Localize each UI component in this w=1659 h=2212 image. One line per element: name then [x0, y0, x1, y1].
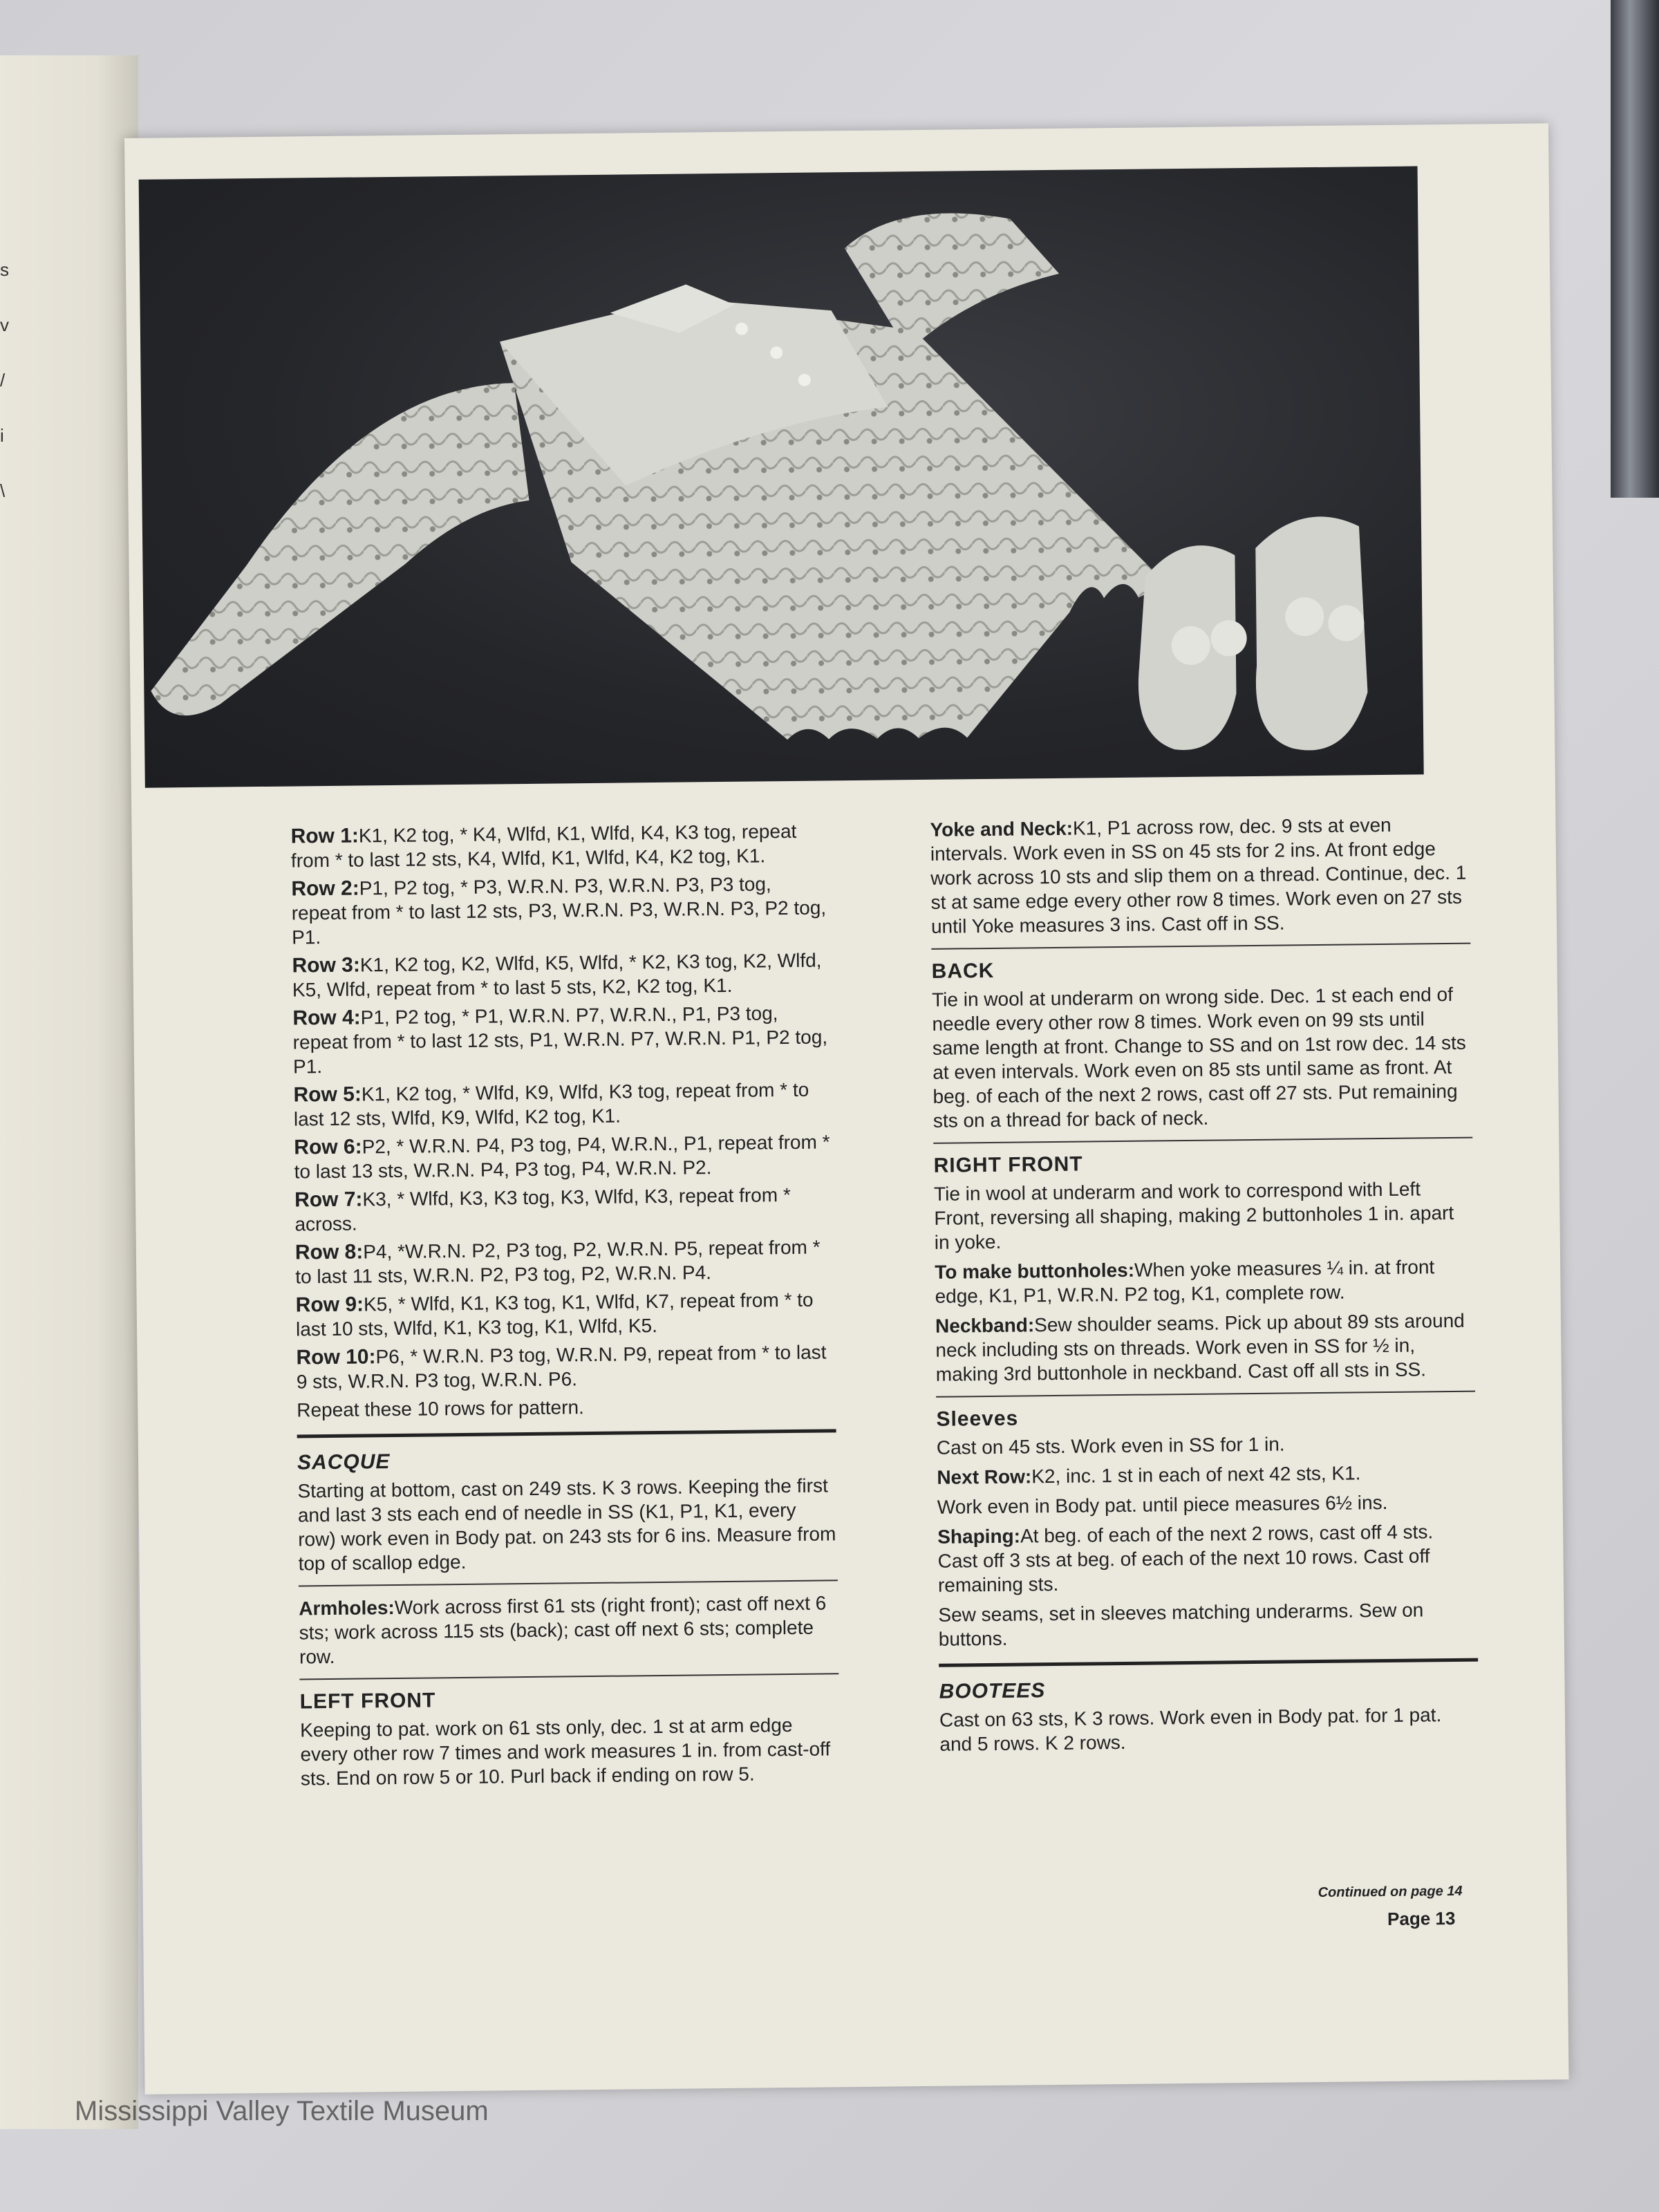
shaping-label: Shaping:	[937, 1525, 1021, 1548]
sleeve-left	[148, 383, 532, 716]
row-label: Row 4:	[292, 1006, 361, 1030]
museum-watermark: Mississippi Valley Textile Museum	[75, 2096, 489, 2126]
armholes-paragraph	[299, 1591, 838, 1669]
neckband-label: Neckband:	[935, 1314, 1035, 1337]
right-front-title: RIGHT FRONT	[933, 1152, 1083, 1177]
buttonholes-paragraph	[935, 1255, 1474, 1309]
divider	[936, 1391, 1475, 1398]
row-label: Row 5:	[293, 1082, 362, 1107]
left-front-text: Keeping to pat. work on 61 sts only, dec. 1 st at arm edge every other row 7 times and work measures 1 in. from cast-off sts. End on row 5 or 10. Purl back if ending on row 5.	[299, 1714, 831, 1790]
row-text: P2, * W.R.N. P4, P3 tog, P4, W.R.N., P1, repeat from * to last 13 sts, W.R.N. P4, P3 tog, P4, W.R.N. P2.	[294, 1131, 830, 1183]
next-row-text: K2, inc. 1 st in each of next 42 sts, K1.	[1031, 1462, 1361, 1488]
page-number: Page 13	[1387, 1907, 1456, 1930]
pattern-row-10	[296, 1340, 836, 1394]
armholes-text: Work across first 61 sts (right front); cast off next 6 sts; work across 115 sts (back); cast off next 6 sts; complete row.	[299, 1592, 827, 1668]
yoke-text: K1, P1 across row, dec. 9 sts at even intervals. Work even in SS on 45 sts for 2 ins. At front edge work across 10 sts and slip them on a thread. Continue, dec. 1 st at same edge every other row 8 times. Work even on 27 sts until Yoke measures 3 ins. Cast off in SS.	[930, 814, 1467, 937]
fragment: \	[0, 480, 6, 501]
pattern-row-5	[293, 1077, 833, 1131]
fragment: v	[0, 315, 9, 335]
sleeves-cast-on: Cast on 45 sts. Work even in SS for 1 in.	[936, 1433, 1285, 1459]
left-facing-page	[0, 55, 138, 2129]
row-text: K5, * Wlfd, K1, K3 tog, K1, Wlfd, K7, repeat from * to last 10 sts, Wlfd, K1, K3 tog, K1, Wlfd, K5.	[295, 1288, 814, 1340]
sacque-title: SACQUE	[297, 1450, 391, 1474]
shaping-text: At beg. of each of the next 2 rows, cast off 4 sts. Cast off 3 sts at beg. of each of the next 10 rows. Cast off remaining sts.	[937, 1521, 1434, 1596]
sacque-and-bootees-illustration	[139, 166, 1424, 787]
divider	[299, 1673, 838, 1680]
row-text: P4, *W.R.N. P2, P3 tog, P2, W.R.N. P5, repeat from * to last 11 sts, W.R.N. P2, P3 tog, P2, W.R.N. P4.	[295, 1236, 821, 1288]
row-text: P1, P2 tog, * P1, W.R.N. P7, W.R.N., P1, P3 tog, repeat from * to last 12 sts, P1, W.R.N. P7, W.R.N. P1, P2 tog, P1.	[292, 1002, 828, 1078]
pattern-row-2	[291, 871, 831, 949]
product-photo	[139, 166, 1424, 787]
fragment: i	[0, 425, 4, 446]
row-label: Row 6:	[294, 1135, 362, 1159]
repeat-note: Repeat these 10 rows for pattern.	[297, 1396, 584, 1421]
shaping-paragraph	[937, 1519, 1477, 1597]
left-front-title: LEFT FRONT	[299, 1689, 436, 1714]
left-column	[290, 818, 840, 1796]
row-label: Row 7:	[294, 1188, 363, 1212]
row-text: P1, P2 tog, * P3, W.R.N. P3, W.R.N. P3, P3 tog, repeat from * to last 12 sts, P3, W.R.N. P3, W.R.N. P3, P2 tog, P1.	[291, 873, 827, 948]
sleeves-body-pat: Work even in Body pat. until piece measures 6½ ins.	[937, 1491, 1388, 1518]
left-page-text-fragments	[0, 242, 9, 518]
row-label: Row 10:	[296, 1345, 376, 1369]
row-text: K1, K2 tog, * Wlfd, K9, Wlfd, K3 tog, repeat from * to last 12 sts, Wlfd, K9, Wlfd, K2 tog, K1.	[293, 1078, 809, 1130]
pattern-row-6	[294, 1130, 834, 1183]
fragment: s	[0, 259, 9, 280]
right-front-text: Tie in wool at underarm and work to correspond with Left Front, reversing all shaping, making 2 buttonholes 1 in. apart in yoke.	[933, 1178, 1454, 1253]
section-divider	[939, 1658, 1478, 1667]
continued-note: Continued on page 14	[1318, 1883, 1463, 1901]
pattern-row-3	[292, 948, 832, 1002]
back-text: Tie in wool at underarm on wrong side. Dec. 1 st each end of needle every other row 8 times. Work even on 99 sts until same length at front. Change to SS and on 1st row dec. 14 sts at even intervals. Work even on 85 sts until same as front. At beg. of each of the next 2 rows, cast off 27 sts. Put remaining sts on a thread for back of neck.	[931, 983, 1466, 1132]
yoke-paragraph	[930, 812, 1470, 939]
divider	[931, 943, 1470, 950]
next-row-label: Next Row:	[937, 1465, 1032, 1488]
pattern-row-4	[292, 1000, 832, 1078]
binder-edge	[1611, 0, 1659, 498]
neckband-paragraph	[935, 1309, 1475, 1387]
right-column	[930, 812, 1479, 1762]
sleeves-title: Sleeves	[936, 1407, 1019, 1431]
bootees-title: BOOTEES	[939, 1679, 1046, 1703]
row-label: Row 2:	[291, 877, 359, 901]
pattern-row-8	[295, 1235, 835, 1288]
buttonholes-label: To make buttonholes:	[935, 1259, 1135, 1283]
divider	[933, 1137, 1472, 1144]
pattern-row-1	[290, 818, 830, 872]
armholes-label: Armholes:	[299, 1597, 395, 1620]
row-label: Row 3:	[292, 953, 361, 977]
sleeves-finish: Sew seams, set in sleeves matching underarms. Sew on buttons.	[938, 1599, 1424, 1650]
row-text: K3, * Wlfd, K3, K3 tog, K3, Wlfd, K3, repeat from * across.	[294, 1183, 791, 1235]
magazine-page	[124, 123, 1569, 2094]
pattern-row-9	[296, 1287, 836, 1341]
row-text: P6, * W.R.N. P3 tog, W.R.N. P9, repeat from * to last 9 sts, W.R.N. P3 tog, W.R.N. P6.	[296, 1341, 827, 1393]
row-label: Row 9:	[295, 1293, 364, 1317]
back-title: BACK	[931, 959, 995, 983]
bootee-right	[1254, 516, 1368, 751]
next-row-paragraph	[937, 1460, 1476, 1490]
bootees-text: Cast on 63 sts, K 3 rows. Work even in Body pat. for 1 pat. and 5 rows. K 2 rows.	[939, 1704, 1442, 1755]
row-text: K1, K2 tog, * K4, Wlfd, K1, Wlfd, K4, K3 tog, repeat from * to last 12 sts, K4, Wlfd, K1, Wlfd, K4, K2 tog, K1.	[290, 820, 797, 872]
section-divider	[297, 1429, 836, 1438]
fragment: /	[0, 370, 6, 391]
bootee-left	[1137, 545, 1248, 750]
sacque-text: Starting at bottom, cast on 249 sts. K 3 rows. Keeping the first and last 3 sts each end of needle in SS (K1, P1, K1, every row) work even in Body pat. on 243 sts for 6 ins. Measure from top of scallop edge.	[297, 1474, 836, 1575]
buttonholes-text: When yoke measures ¼ in. at front edge, K1, P1, W.R.N. P2 tog, K1, complete row.	[935, 1256, 1435, 1307]
row-text: K1, K2 tog, K2, Wlfd, K5, Wlfd, * K2, K3 tog, K2, Wlfd, K5, Wlfd, repeat from * to last 5 sts, K2, K2 tog, K1.	[292, 949, 822, 1001]
divider	[299, 1580, 838, 1586]
yoke-label: Yoke and Neck:	[930, 817, 1074, 841]
row-label: Row 8:	[294, 1240, 364, 1264]
neckband-text: Sew shoulder seams. Pick up about 89 sts around neck including sts on threads. Work even in SS for ½ in, making 3rd buttonhole in neckband. Cast off all sts in SS.	[935, 1309, 1465, 1385]
pattern-row-7	[294, 1182, 834, 1236]
row-label: Row 1:	[290, 824, 359, 848]
